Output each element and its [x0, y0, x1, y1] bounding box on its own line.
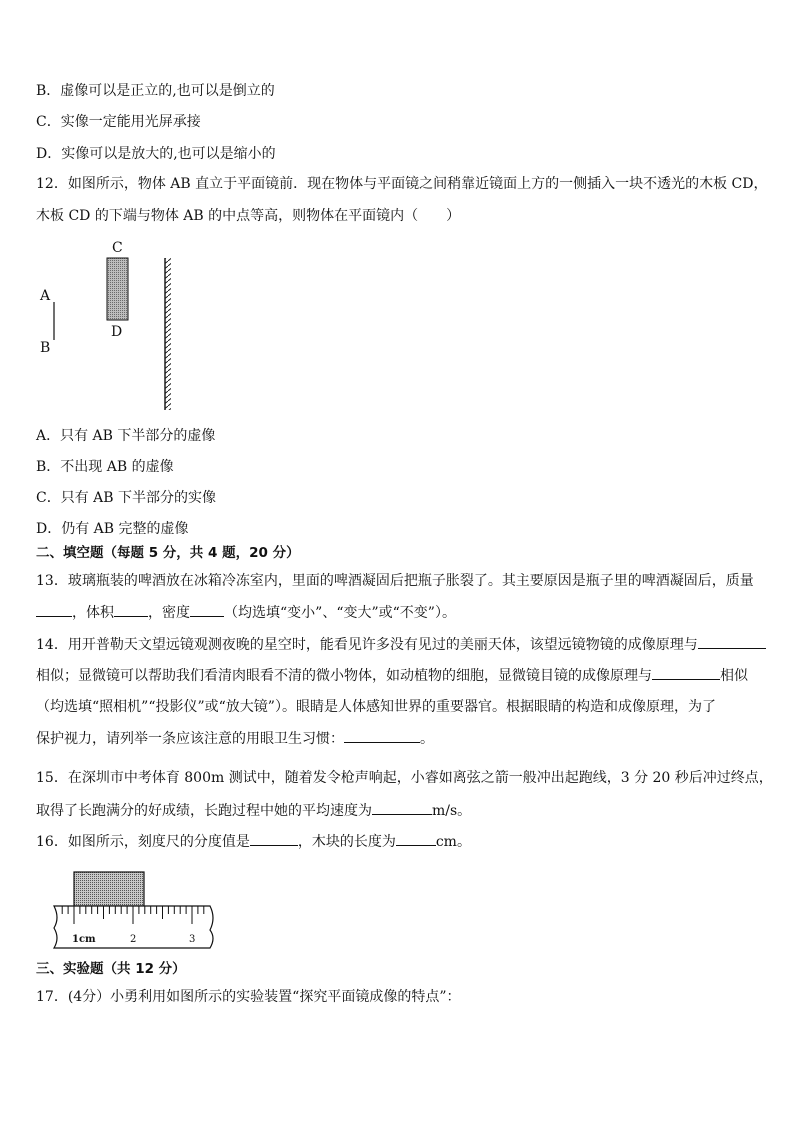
answer-blank[interactable]: [396, 831, 436, 846]
q12-stem-line2: 木板 CD 的下端与物体 AB 的中点等高，则物体在平面镜内（ ）: [36, 208, 461, 224]
ruler-label-1cm: 1cm: [72, 934, 96, 945]
answer-blank[interactable]: [190, 602, 224, 617]
q12-stem-line1: 12．如图所示，物体 AB 直立于平面镜前．现在物体与平面镜之间稍靠近镜面上方的一侧插入一块不透光的木板 CD，: [36, 176, 768, 192]
q12-option-a: A．只有 AB 下半部分的虚像: [36, 428, 216, 444]
q14-stem-line2: 相似；显微镜可以帮助我们看清肉眼看不清的微小物体，如动植物的细胞，显微镜目镜的成像原理与 相似: [36, 665, 748, 686]
answer-blank[interactable]: [344, 728, 420, 743]
answer-blank[interactable]: [698, 634, 766, 649]
label-a: A: [40, 288, 51, 304]
board-cd: [107, 258, 128, 320]
section3-heading: 三、实验题（共 12 分）: [36, 961, 186, 977]
q11-option-c: C．实像一定能用光屏承接: [36, 114, 201, 130]
q17-stem: 17．(4分）小勇利用如图所示的实验装置“探究平面镜成像的特点”：: [36, 989, 461, 1005]
ruler-label-2: 2: [130, 934, 137, 945]
q14-stem-line3: （均选填“照相机”“投影仪”或“放大镜”）。眼睛是人体感知世界的重要器官。根据眼睛的构造和成像原理，为了: [36, 699, 716, 715]
label-c: C: [112, 240, 123, 256]
answer-blank[interactable]: [372, 800, 432, 815]
wooden-block: [74, 872, 144, 906]
q11-option-d: D．实像可以是放大的,也可以是缩小的: [36, 146, 276, 162]
q11-option-b: B．虚像可以是正立的,也可以是倒立的: [36, 83, 275, 99]
q16-stem: 16．如图所示，刻度尺的分度值是 ，木块的长度为 cm。: [36, 831, 471, 852]
answer-blank[interactable]: [114, 602, 148, 617]
answer-blank[interactable]: [652, 665, 720, 680]
q12-mirror-figure: [0, 236, 200, 416]
q13-stem-line1: 13．玻璃瓶装的啤酒放在冰箱冷冻室内，里面的啤酒凝固后把瓶子胀裂了。其主要原因是瓶子里的啤酒凝固后，质量: [36, 573, 754, 589]
label-b: B: [40, 340, 51, 356]
q14-stem-line4: 保护视力，请列举一条应该注意的用眼卫生习惯： 。: [36, 728, 434, 749]
q15-stem-line2: 取得了长跑满分的好成绩，长跑过程中她的平均速度为 m/s。: [36, 800, 471, 821]
q13-stem-line2: ，体积 ，密度 （均选填“变小”、“变大”或“不变”）。: [36, 602, 456, 623]
q16-ruler-figure: [50, 866, 220, 952]
mirror-diagram: [0, 236, 200, 416]
q14-stem-line1: 14．用开普勒天文望远镜观测夜晚的星空时，能看见许多没有见过的美丽天体，该望远镜物镜的成像原理与: [36, 634, 766, 655]
q12-option-d: D．仍有 AB 完整的虚像: [36, 521, 189, 537]
label-d: D: [111, 324, 123, 340]
q15-stem-line1: 15．在深圳市中考体育 800m 测试中，随着发令枪声响起，小睿如离弦之箭一般冲出起跑线，3 分 20 秒后冲过终点，: [36, 770, 773, 786]
answer-blank[interactable]: [250, 831, 298, 846]
ruler-label-3: 3: [189, 934, 196, 945]
section2-heading: 二、填空题（每题 5 分，共 4 题，20 分）: [36, 545, 300, 561]
mirror-hatching: [165, 258, 171, 410]
q12-option-c: C．只有 AB 下半部分的实像: [36, 490, 217, 506]
answer-blank[interactable]: [36, 602, 72, 617]
q12-option-b: B．不出现 AB 的虚像: [36, 459, 174, 475]
